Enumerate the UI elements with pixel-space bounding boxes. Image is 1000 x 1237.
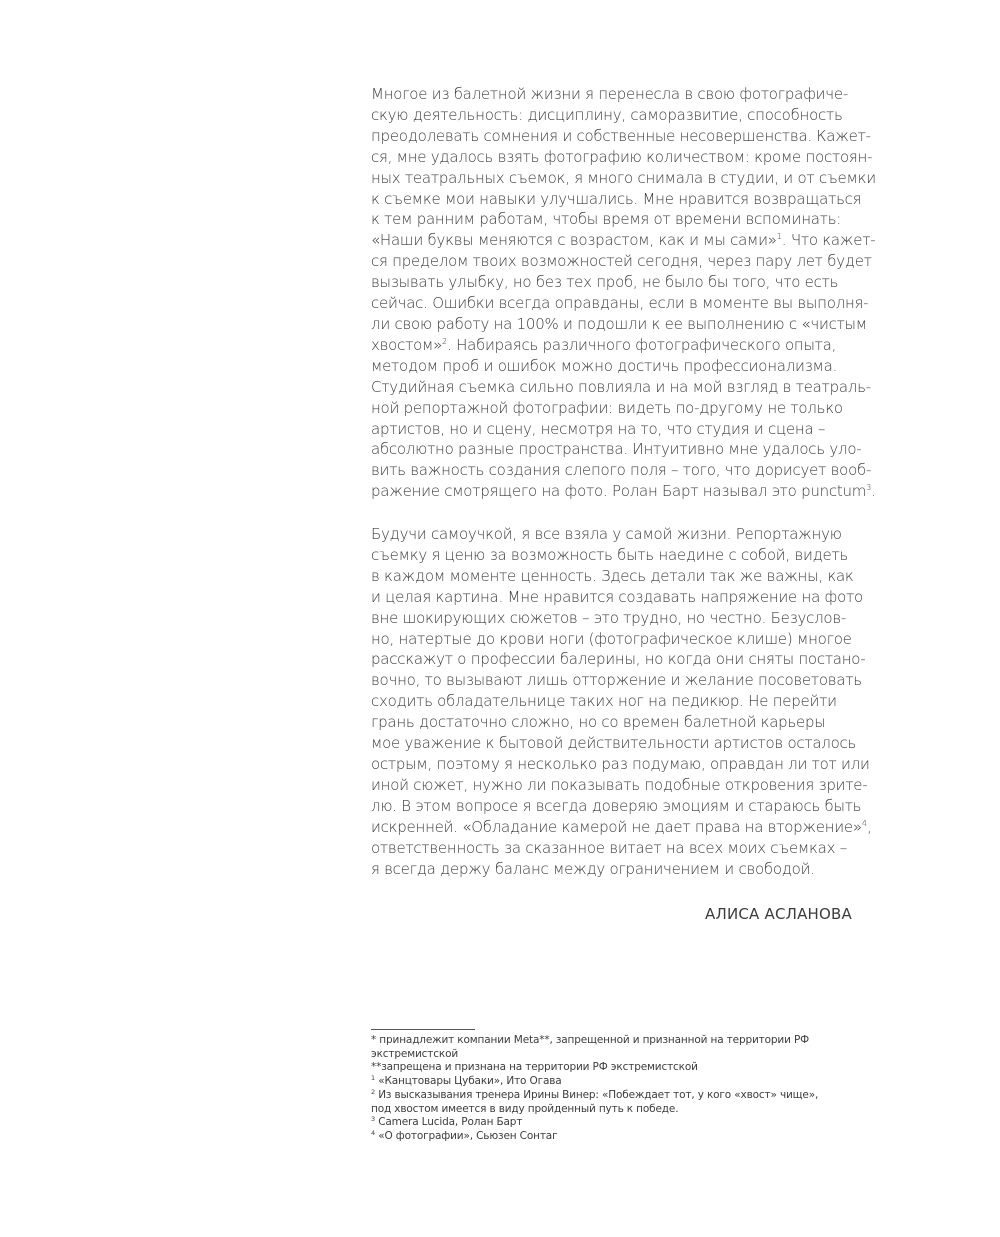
text-line: иной сюжет, нужно ли показывать подобные откровения зрите- xyxy=(371,775,868,794)
text-line: съемку я ценю за возможность быть наедине с собой, видеть xyxy=(371,545,849,564)
footnote-divider xyxy=(371,1029,475,1030)
footnote-marker: 1 xyxy=(371,1074,375,1083)
text-line: Многое из балетной жизни я перенесла в свою фотографиче- xyxy=(371,85,849,103)
text-line: ных театральных съемок, я много снимала в студии, и от съемки xyxy=(371,168,876,187)
text-segment: искренней. «Обладание камерой не дает права на вторжение» xyxy=(371,817,862,836)
footnote-marker: 2 xyxy=(371,1087,375,1096)
footnote-item xyxy=(371,1034,851,1048)
text-line: лю. В этом вопросе я всегда доверяю эмоциям и стараюсь быть xyxy=(371,796,862,815)
text-line xyxy=(371,817,871,838)
author-signature: АЛИСА АСЛАНОВА xyxy=(705,905,852,923)
footnote-item xyxy=(371,1061,851,1075)
footnote-reference[interactable]: 2 xyxy=(442,336,448,346)
text-line: ся пределом твоих возможностей сегодня, через пару лет будет xyxy=(371,252,872,271)
footnote-item xyxy=(371,1089,851,1103)
text-line: в каждом моменте ценность. Здесь детали так же важны, как xyxy=(371,566,854,585)
text-line xyxy=(371,481,876,502)
footnote-marker: 4 xyxy=(371,1128,375,1137)
text-line: методом проб и ошибок можно достичь профессионализма. xyxy=(371,356,838,375)
text-line xyxy=(371,335,871,356)
text-line: ной репортажной фотографии: видеть по-другому не только xyxy=(371,398,843,417)
footnote-marker: 3 xyxy=(371,1115,375,1124)
text-segment: «Наши буквы меняются с возрастом, как и мы сами» xyxy=(371,231,777,250)
footnote-reference[interactable]: 1 xyxy=(776,232,782,242)
footnote-reference[interactable]: 4 xyxy=(861,818,867,828)
text-line: артистов, но и сцену, несмотря на то, что студия и сцена – xyxy=(371,419,826,438)
footnote-item xyxy=(371,1116,851,1130)
text-line: скую деятельность: дисциплину, саморазвитие, способность xyxy=(371,105,843,124)
footnote-text: * принадлежит компании Meta**, запрещенной и признанной на территории РФ xyxy=(371,1034,810,1046)
text-line: грань достаточно сложно, но со времен балетной карьеры xyxy=(371,713,826,732)
text-segment: , xyxy=(866,817,872,836)
text-line: сходить обладательнице таких ног на педикюр. Не перейти xyxy=(371,692,837,711)
footnote-item xyxy=(371,1048,851,1062)
text-line: к тем ранним работам, чтобы время от времени вспоминать: xyxy=(371,210,842,229)
text-line: и целая картина. Мне нравится создавать напряжение на фото xyxy=(371,587,863,606)
text-segment: ражение смотрящего на фото. Ролан Барт называл это punctum xyxy=(371,482,867,501)
footnote-text: «О фотографии», Сьюзен Сонтаг xyxy=(375,1129,558,1142)
text-line: вне шокирующих сюжетов – это трудно, но честно. Безуслов- xyxy=(371,608,847,627)
article-paragraph-2 xyxy=(371,524,871,879)
text-line: вочно, то вызывают лишь отторжение и желание посоветовать xyxy=(371,671,862,690)
text-line: но, натертые до крови ноги (фотографическое клише) многое xyxy=(371,629,852,648)
text-line: сейчас. Ошибки всегда оправданы, если в моменте вы выполня- xyxy=(371,294,869,313)
text-segment: хвостом» xyxy=(371,335,442,354)
footnote-item xyxy=(371,1075,851,1089)
footnote-item xyxy=(371,1103,851,1117)
text-line: острым, поэтому я несколько раз подумаю, оправдан ли тот или xyxy=(371,754,870,773)
text-segment: . Набираясь различного фотографического опыта, xyxy=(447,335,837,354)
text-line: мое уважение к бытовой действительности артистов осталось xyxy=(371,734,857,753)
text-line: преодолевать сомнения и собственные несовершенства. Кажет- xyxy=(371,126,871,145)
text-line: вызывать улыбку, но без тех проб, не было бы того, что есть xyxy=(371,273,839,292)
footnote-reference[interactable]: 3 xyxy=(866,483,872,493)
text-line: ответственность за сказанное витает на всех моих съемках – xyxy=(371,838,847,857)
text-line xyxy=(371,230,876,251)
text-segment: . Что кажет- xyxy=(781,231,876,250)
text-segment: . xyxy=(871,482,876,501)
footnote-text: под хвостом имеется в виду пройденный путь к победе. xyxy=(371,1102,679,1115)
text-line: Будучи самоучкой, я все взяла у самой жизни. Репортажную xyxy=(371,525,842,543)
article-paragraph-1 xyxy=(371,84,876,502)
text-line: я всегда держу баланс между ограничением и свободой. xyxy=(371,859,815,878)
text-line: ся, мне удалось взять фотографию количеством: кроме постоян- xyxy=(371,147,873,166)
footnote-text: Camera Lucida, Ролан Барт xyxy=(375,1116,523,1129)
footnote-text: экстремистской xyxy=(371,1047,459,1060)
text-line: Студийная съемка сильно повлияла и на мой взгляд в театраль- xyxy=(371,377,871,396)
text-line: вить важность создания слепого поля – того, что дорисует вооб- xyxy=(371,461,872,480)
footnote-text: Из высказывания тренера Ирины Винер: «Побеждает тот, у кого «хвост» чище», xyxy=(375,1088,819,1101)
text-line: ли свою работу на 100% и подошли к ее выполнению с «чистым xyxy=(371,314,867,333)
text-line: абсолютно разные пространства. Интуитивно мне удалось уло- xyxy=(371,440,862,459)
footnotes xyxy=(371,1034,851,1144)
text-line: к съемке мои навыки улучшались. Мне нравится возвращаться xyxy=(371,189,862,208)
footnote-item xyxy=(371,1130,851,1144)
text-line: расскажут о профессии балерины, но когда они сняты постано- xyxy=(371,650,866,669)
footnote-text: «Канцтовары Цубаки», Ито Огава xyxy=(375,1075,562,1088)
footnote-text: **запрещена и признана на территории РФ экстремистской xyxy=(371,1061,698,1074)
